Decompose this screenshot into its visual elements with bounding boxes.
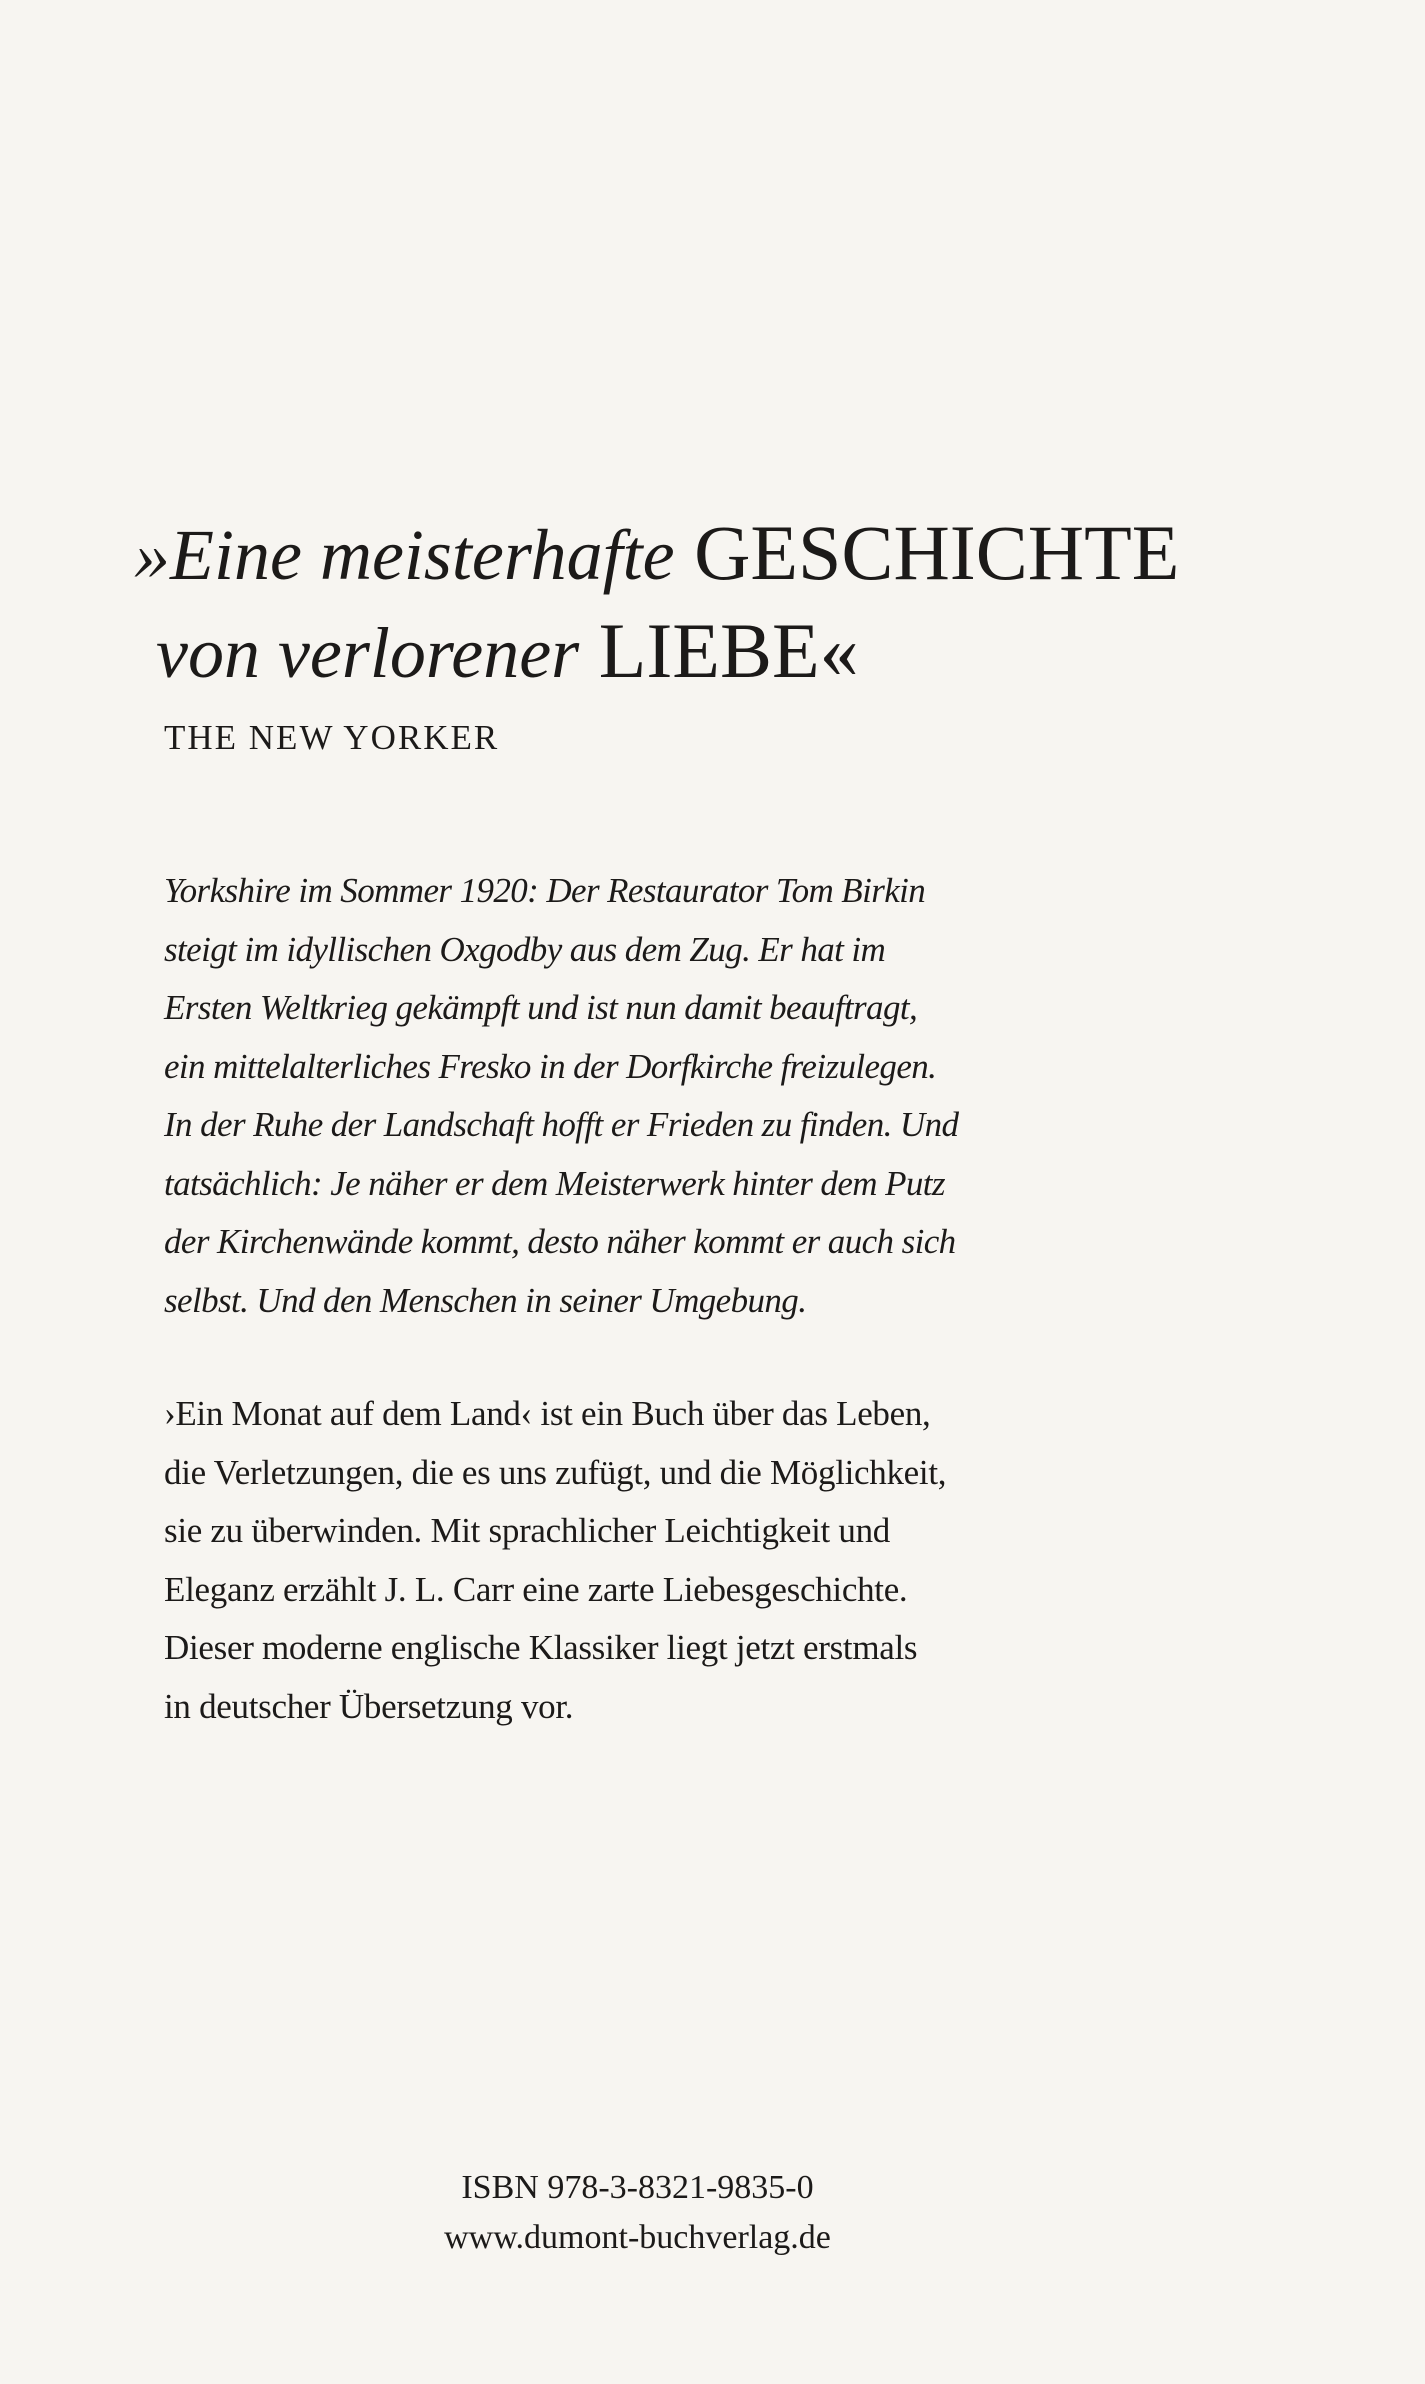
description-line: Dieser moderne englische Klassiker liegt jetzt erstmals bbox=[164, 1628, 918, 1667]
description-paragraph bbox=[164, 1385, 946, 1736]
publisher-website: www.dumont-buchverlag.de bbox=[444, 2219, 831, 2256]
blurb-line: In der Ruhe der Landschaft hofft er Frieden zu finden. Und bbox=[164, 1105, 959, 1144]
description-line: die Verletzungen, die es uns zufügt, und die Möglichkeit, bbox=[164, 1452, 947, 1492]
blurb-line: ein mittelalterliches Fresko in der Dorfkirche freizulegen. bbox=[164, 1046, 937, 1086]
blurb-line: Ersten Weltkrieg gekämpft und ist nun damit beauftragt, bbox=[164, 988, 918, 1027]
blurb-line: der Kirchenwände kommt, desto näher kommt er auch sich bbox=[164, 1222, 956, 1261]
quote-italic-1: »Eine meisterhafte bbox=[134, 515, 675, 595]
blurb-line: selbst. Und den Menschen in seiner Umgebung. bbox=[164, 1280, 807, 1320]
blurb-line: tatsächlich: Je näher er dem Meisterwerk hinter dem Putz bbox=[164, 1163, 945, 1203]
blurb-line: Yorkshire im Sommer 1920: Der Restaurator Tom Birkin bbox=[164, 871, 926, 910]
quote-italic-2: von verlorener bbox=[156, 613, 580, 693]
quote-line-2 bbox=[134, 603, 1179, 701]
quote-source: THE NEW YORKER bbox=[164, 718, 500, 757]
quote-caps-2: LIEBE« bbox=[598, 607, 859, 694]
description-line: Eleganz erzählt J. L. Carr eine zarte Liebesgeschichte. bbox=[164, 1569, 908, 1609]
description-line: in deutscher Übersetzung vor. bbox=[164, 1686, 574, 1726]
blurb-paragraph bbox=[164, 862, 958, 1330]
isbn: ISBN 978-3-8321-9835-0 bbox=[461, 2169, 814, 2206]
quote-line-1 bbox=[134, 505, 1179, 603]
blurb-line: steigt im idyllischen Oxgodby aus dem Zug. Er hat im bbox=[164, 929, 886, 969]
review-quote bbox=[134, 505, 1179, 701]
description-line: sie zu überwinden. Mit sprachlicher Leichtigkeit und bbox=[164, 1511, 890, 1550]
footer bbox=[0, 2163, 1275, 2263]
description-line: ›Ein Monat auf dem Land‹ ist ein Buch über das Leben, bbox=[164, 1394, 931, 1433]
quote-caps-1: GESCHICHTE bbox=[694, 509, 1180, 596]
